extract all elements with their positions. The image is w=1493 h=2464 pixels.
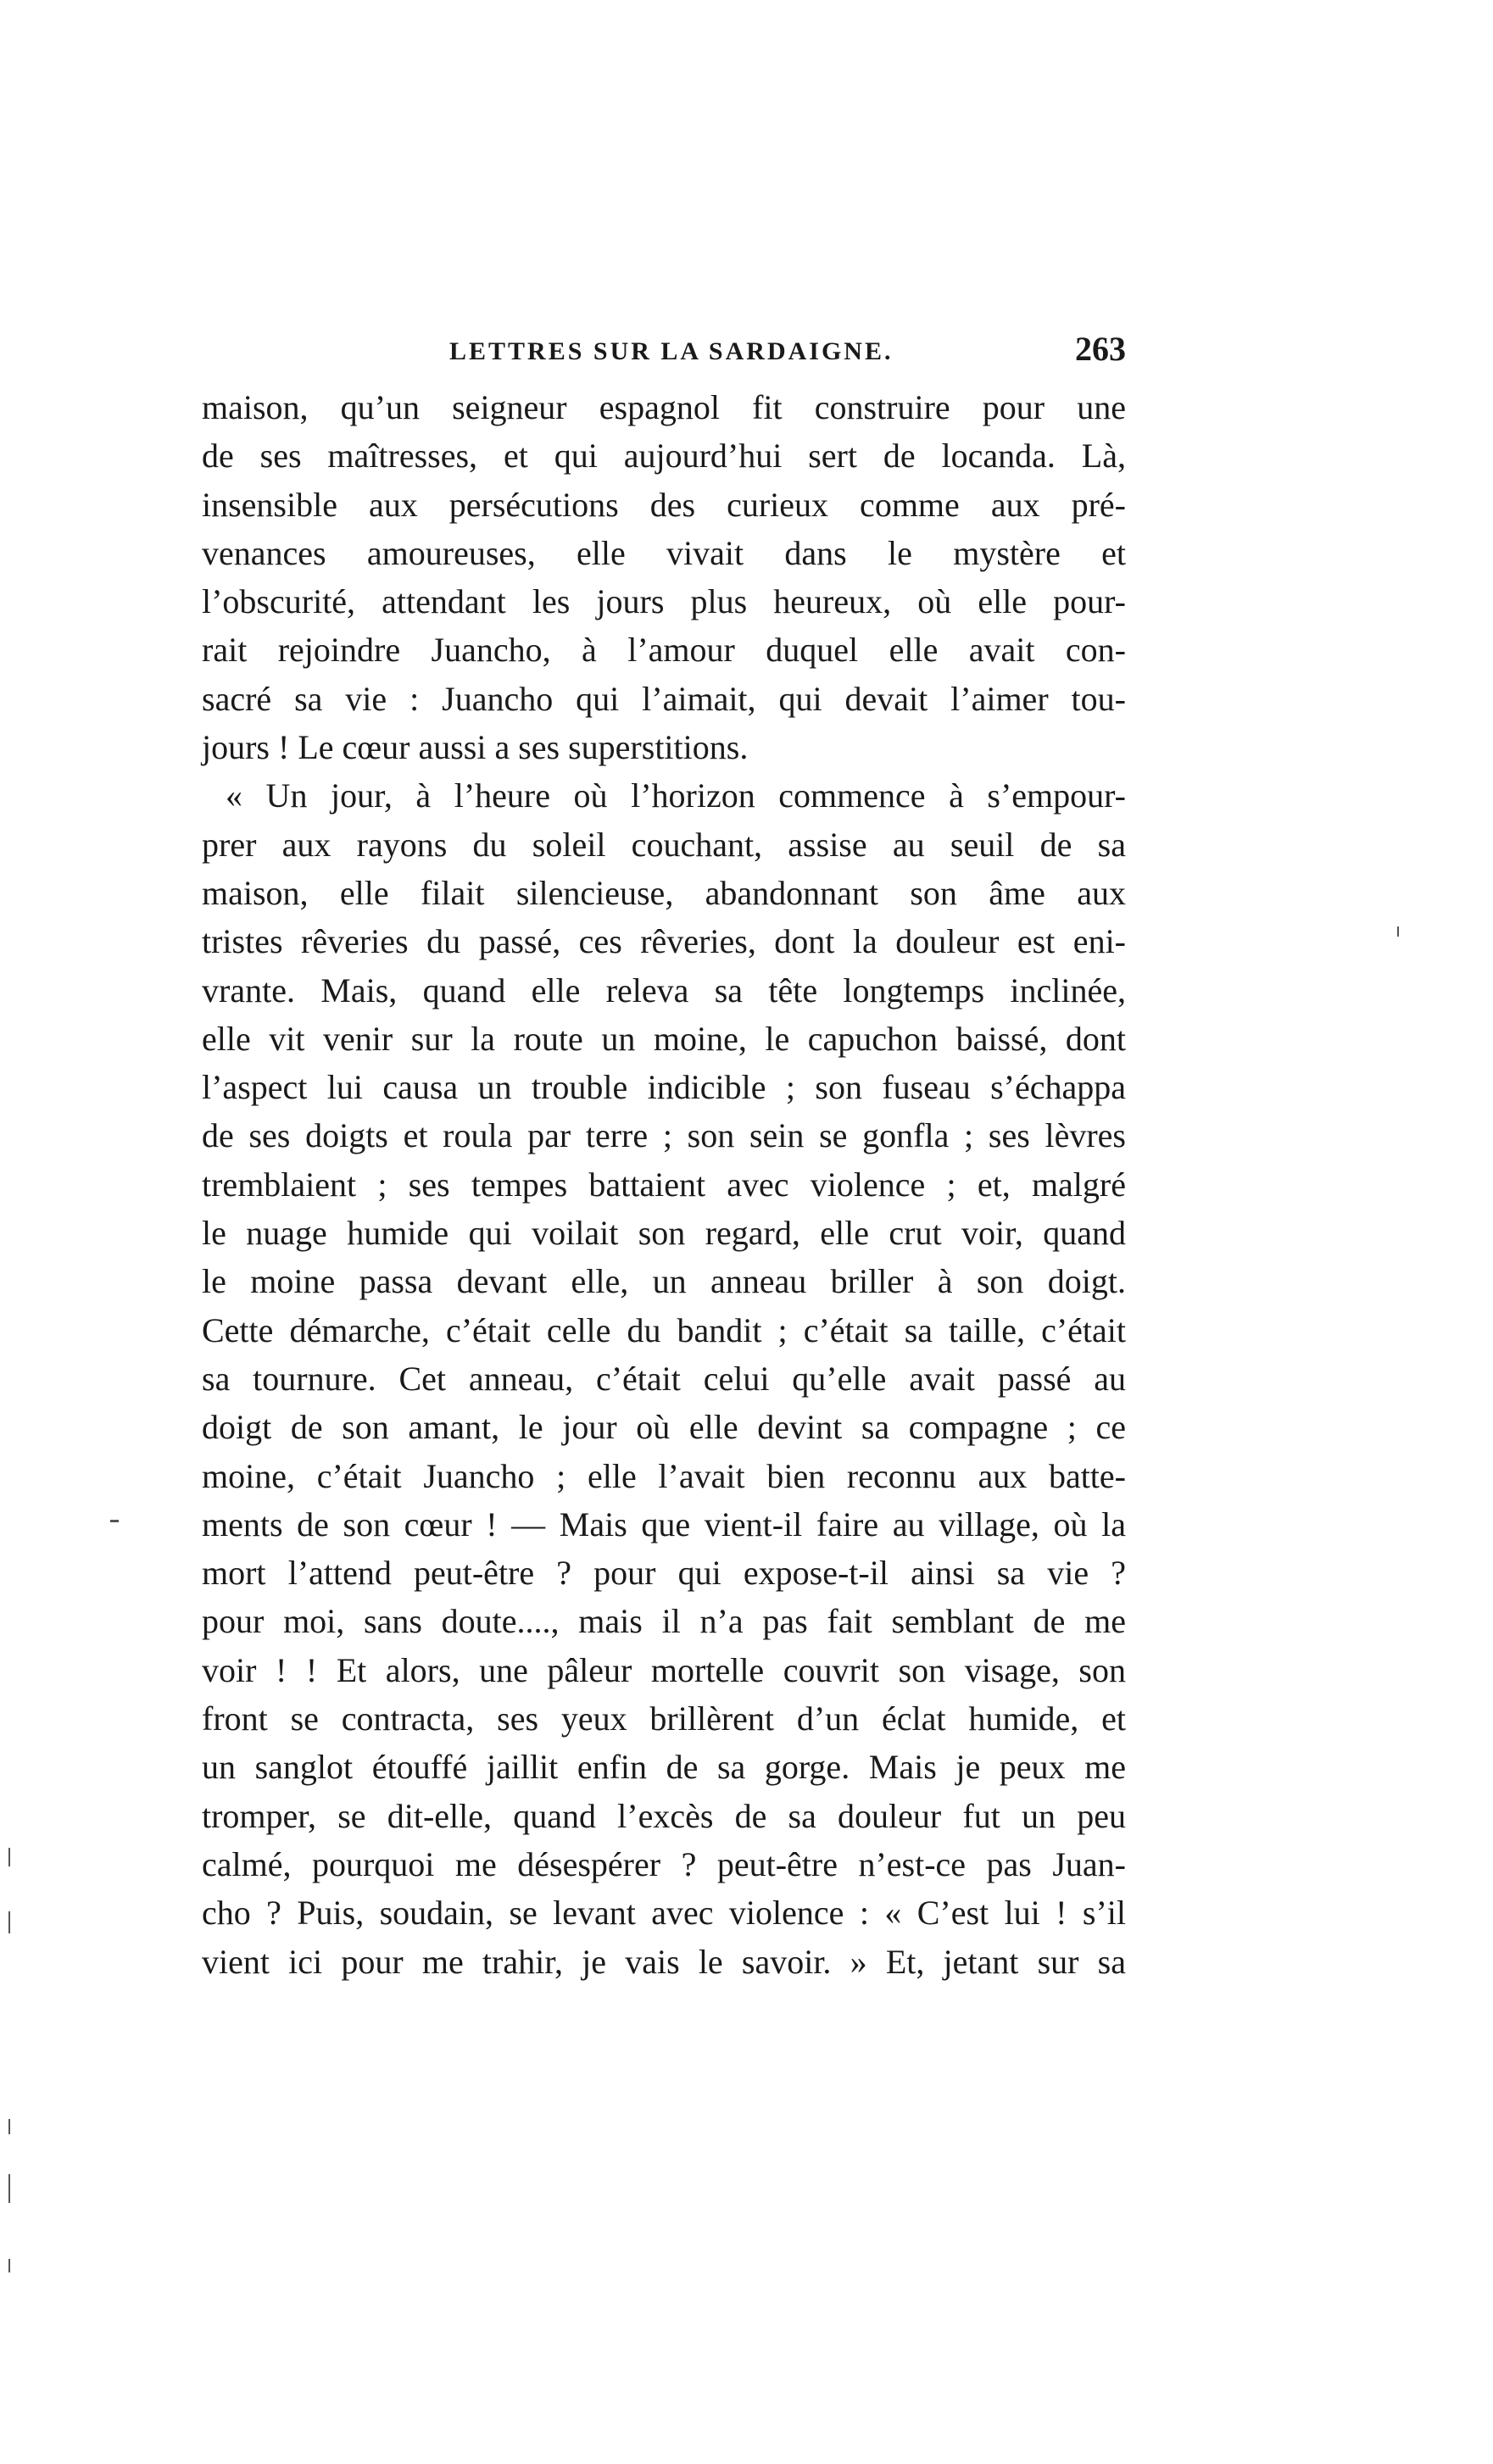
- scan-mark: [8, 1848, 10, 1866]
- scan-mark: [8, 2119, 10, 2134]
- text-line: front se contracta, ses yeux brillèrent d’un éclat humide, et: [202, 1699, 1126, 1738]
- text-line: le nuage humide qui voilait son regard, elle crut voir, quand: [202, 1214, 1126, 1253]
- text-line: prer aux rayons du soleil couchant, assise au seuil de sa: [202, 825, 1126, 864]
- text-line: ments de son cœur ! — Mais que vient-il faire au village, où la: [202, 1505, 1126, 1543]
- text-line: mort l’attend peut-être ? pour qui expose-t-il ainsi sa vie ?: [202, 1554, 1126, 1593]
- text-line: cho ? Puis, soudain, se levant avec violence : « C’est lui ! s’il: [202, 1894, 1126, 1933]
- text-line: « Un jour, à l’heure où l’horizon commence à s’empour-: [226, 776, 1126, 815]
- text-line: maison, elle filait silencieuse, abandonnant son âme aux: [202, 873, 1126, 912]
- scan-mark: [8, 1911, 10, 1933]
- text-line: de ses doigts et roula par terre ; son sein se gonfla ; ses lèvres: [202, 1116, 1126, 1155]
- text-line: l’aspect lui causa un trouble indicible ; son fuseau s’échappa: [202, 1068, 1126, 1107]
- running-head: [202, 329, 1126, 380]
- text-line: tremblaient ; ses tempes battaient avec violence ; et, malgré: [202, 1165, 1126, 1204]
- text-line: l’obscurité, attendant les jours plus heureux, où elle pour-: [202, 582, 1126, 621]
- text-line: venances amoureuses, elle vivait dans le mystère et: [202, 533, 1126, 572]
- text-line: le moine passa devant elle, un anneau briller à son doigt.: [202, 1262, 1126, 1301]
- text-line: sacré sa vie : Juancho qui l’aimait, qui devait l’aimer tou-: [202, 679, 1126, 718]
- running-title: LETTRES SUR LA SARDAIGNE.: [449, 337, 894, 365]
- text-line: vient ici pour me trahir, je vais le savoir. » Et, jetant sur sa: [202, 1942, 1126, 1981]
- text-line: vrante. Mais, quand elle releva sa tête longtemps inclinée,: [202, 971, 1126, 1010]
- text-line: tristes rêveries du passé, ces rêveries, dont la douleur est eni-: [202, 922, 1126, 961]
- text-line: un sanglot étouffé jaillit enfin de sa gorge. Mais je peux me: [202, 1748, 1126, 1787]
- text-line: tromper, se dit-elle, quand l’excès de sa douleur fut un peu: [202, 1796, 1126, 1835]
- text-line: elle vit venir sur la route un moine, le capuchon baissé, dont: [202, 1019, 1126, 1058]
- text-line: voir ! ! Et alors, une pâleur mortelle couvrit son visage, son: [202, 1650, 1126, 1689]
- scan-mark: [1397, 926, 1399, 937]
- text-line: sa tournure. Cet anneau, c’était celui qu’elle avait passé au: [202, 1359, 1126, 1398]
- text-line: jours ! Le cœur aussi a ses superstitions.: [202, 728, 749, 767]
- text-line: de ses maîtresses, et qui aujourd’hui sert de locanda. Là,: [202, 437, 1126, 476]
- scan-mark: [8, 2259, 10, 2272]
- text-line: Cette démarche, c’était celle du bandit ; c’était sa taille, c’était: [202, 1310, 1126, 1349]
- text-line: moine, c’était Juancho ; elle l’avait bien reconnu aux batte-: [202, 1456, 1126, 1495]
- scan-mark: [8, 2174, 10, 2203]
- text-line: insensible aux persécutions des curieux comme aux pré-: [202, 485, 1126, 524]
- scan-mark: [110, 1520, 119, 1522]
- text-line: calmé, pourquoi me désespérer ? peut-être n’est-ce pas Juan-: [202, 1844, 1126, 1883]
- page-number: 263: [1075, 330, 1126, 368]
- text-line: doigt de son amant, le jour où elle devint sa compagne ; ce: [202, 1408, 1126, 1447]
- text-line: pour moi, sans doute...., mais il n’a pas fait semblant de me: [202, 1602, 1126, 1641]
- body-text: [202, 383, 1126, 1986]
- text-line: rait rejoindre Juancho, à l’amour duquel elle avait con-: [202, 631, 1126, 670]
- text-line: maison, qu’un seigneur espagnol fit construire pour une: [202, 388, 1126, 426]
